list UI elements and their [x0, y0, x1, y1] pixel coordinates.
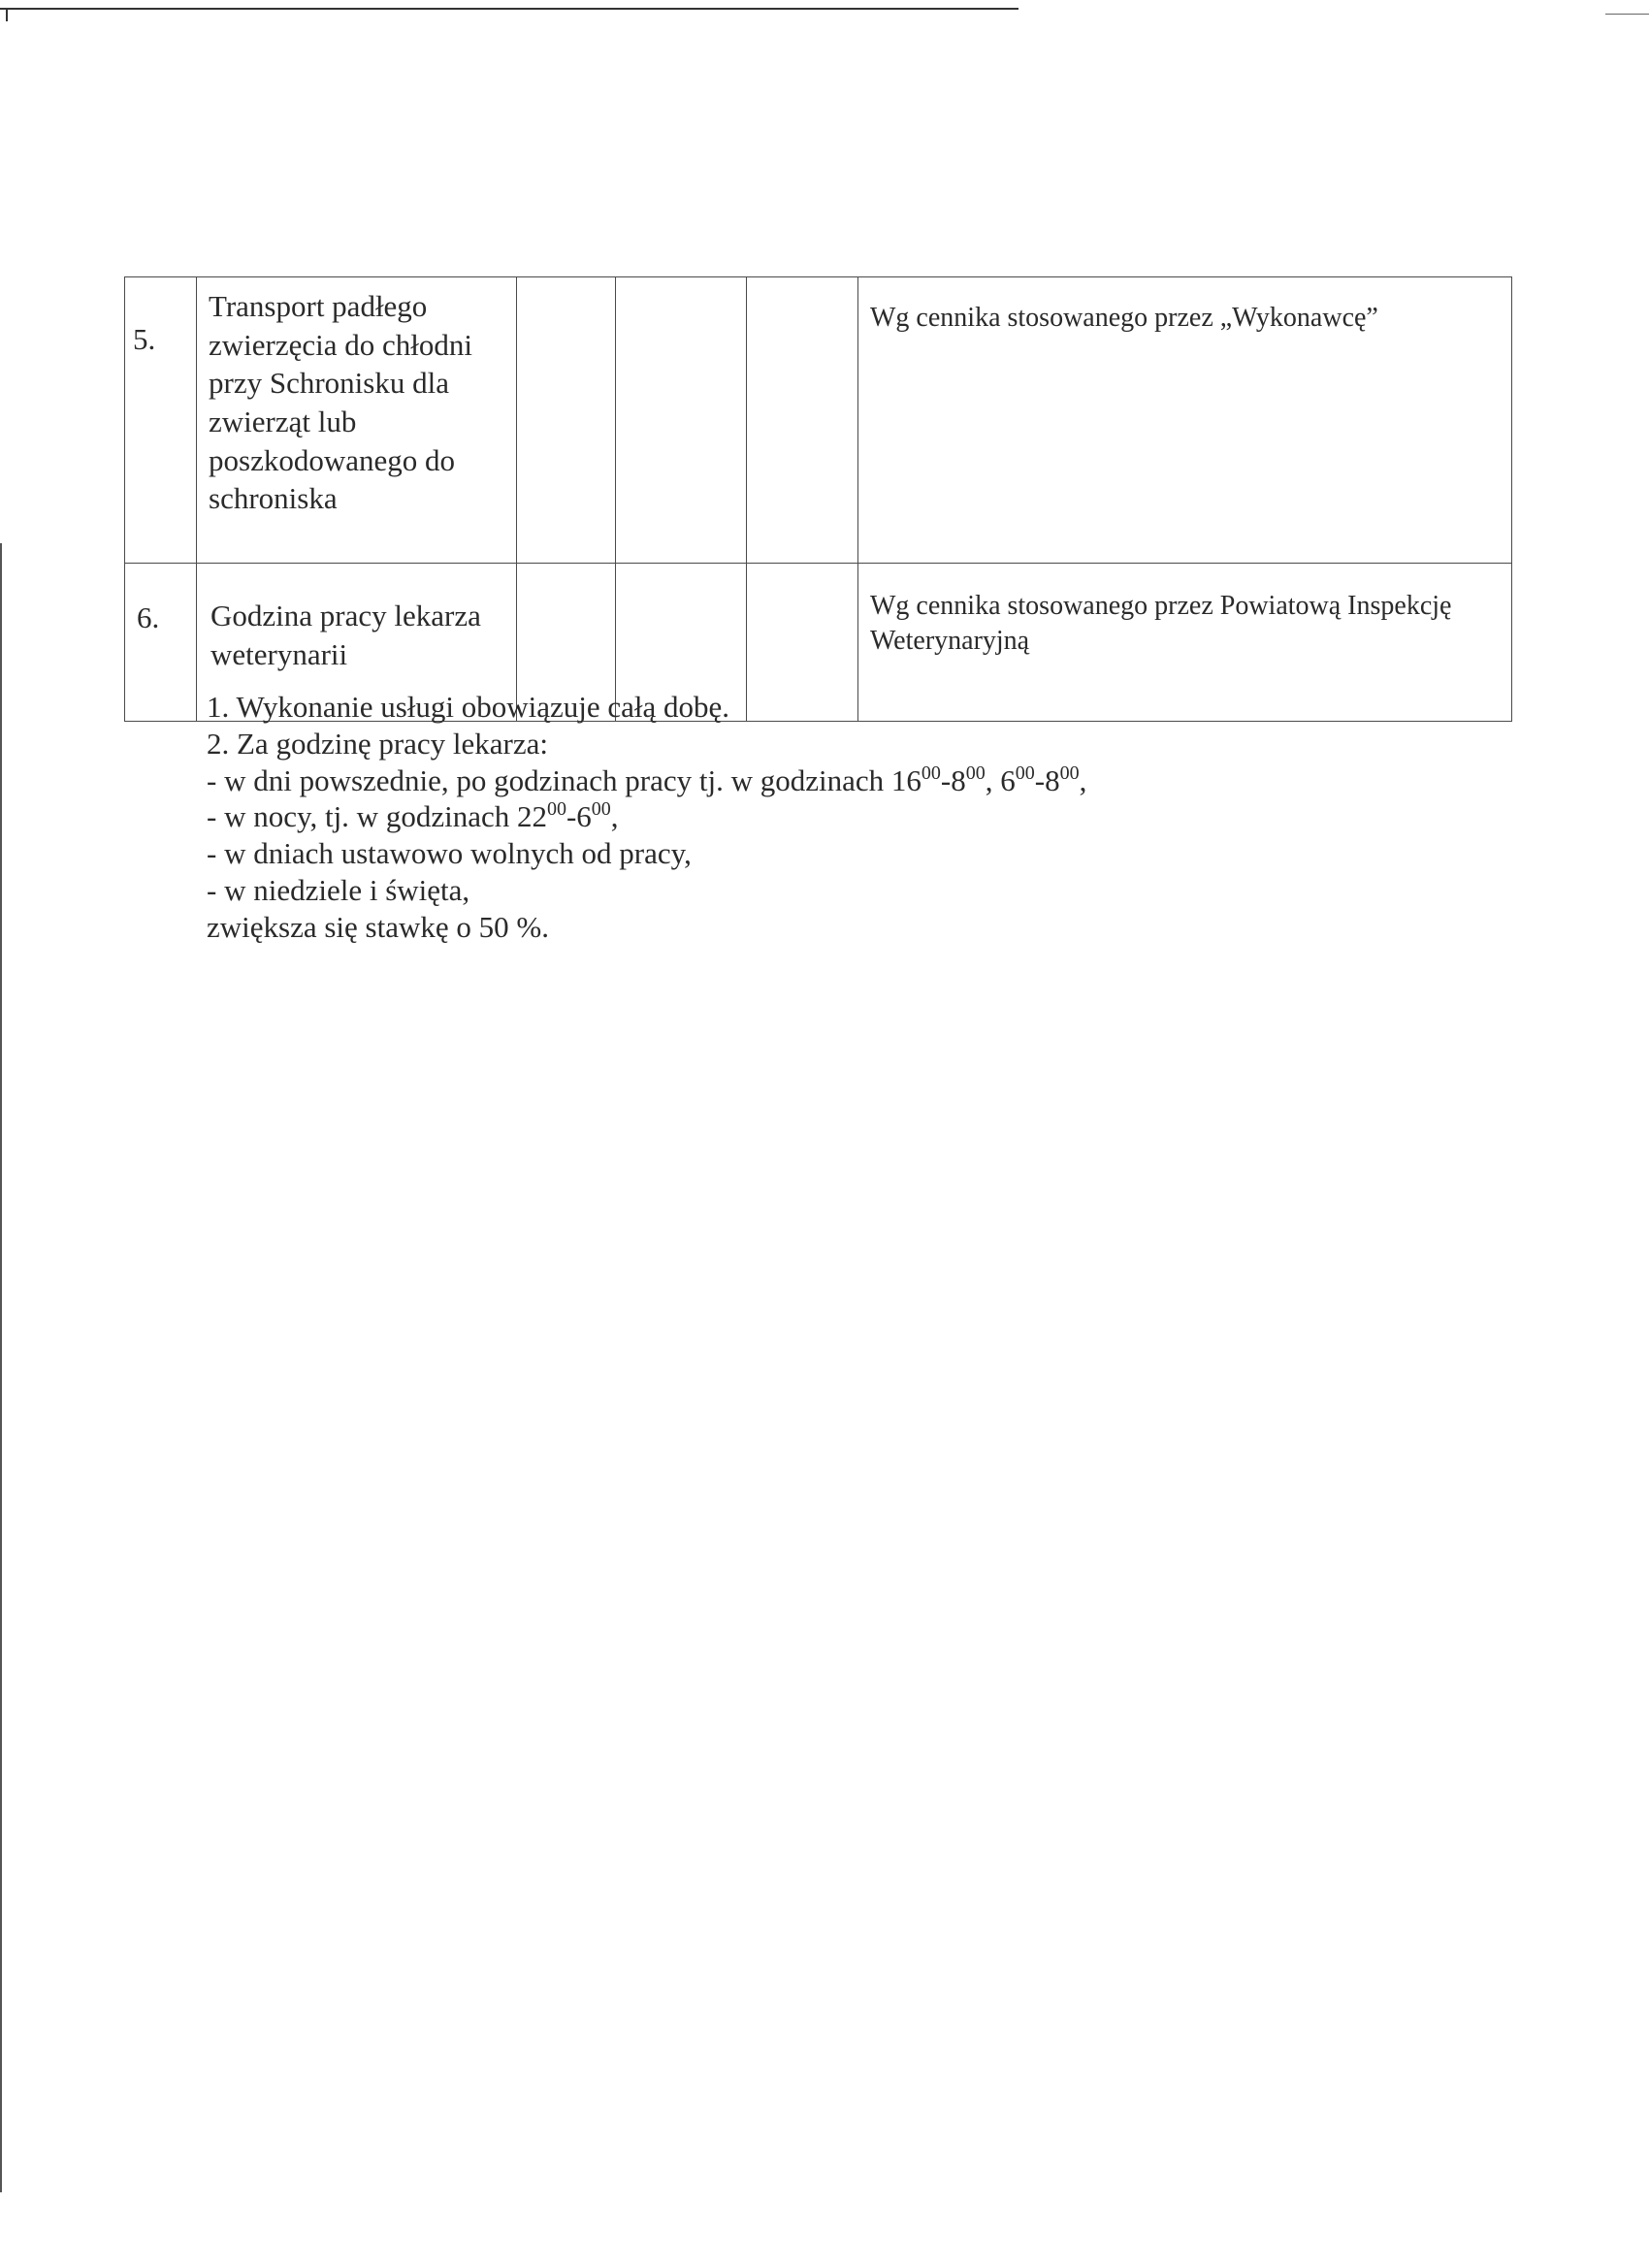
- row-price-note: Wg cennika stosowanego przez „Wykonawcę”: [858, 277, 1512, 564]
- price-table: [124, 276, 1512, 722]
- row-number: 5.: [125, 277, 197, 564]
- row-cell-empty: [747, 277, 858, 564]
- note-line-night-hours: - w nocy, tj. w godzinach $22^{00}-6^{00}$,: [207, 798, 619, 834]
- table-row: [125, 277, 1512, 564]
- row-cell-empty: [517, 277, 616, 564]
- row-price-note: Wg cennika stosowanego przez Powiatową Inspekcję Weterynaryjną: [858, 564, 1512, 722]
- note-line-weekday-hours: - w dni powszednie, po godzinach pracy tj. w godzinach $16^{00}-8^{00}$, $6^{00}-8^{00}$,: [207, 761, 1087, 797]
- row-description: Transport padłego zwierzęcia do chłodni przy Schronisku dla zwierząt lub poszkodowanego do schroniska: [197, 277, 517, 564]
- scan-border-top: [0, 8, 1018, 10]
- note-line: - w niedziele i święta,: [207, 873, 470, 908]
- scan-border-corner: [6, 8, 8, 21]
- note-line: zwiększa się stawkę o 50 %.: [207, 909, 549, 944]
- notes-section: [207, 689, 1086, 946]
- note-line: 1. Wykonanie usługi obowiązuje całą dobę.: [207, 690, 730, 724]
- scan-border-right: [1605, 14, 1649, 15]
- row-description: Godzina pracy lekarza weterynarii: [197, 564, 517, 722]
- note-line: 2. Za godzinę pracy lekarza:: [207, 726, 549, 761]
- note-line: - w dniach ustawowo wolnych od pracy,: [207, 836, 692, 871]
- row-cell-empty: [616, 277, 747, 564]
- row-number: 6.: [125, 564, 197, 722]
- scan-border-left: [0, 543, 2, 2192]
